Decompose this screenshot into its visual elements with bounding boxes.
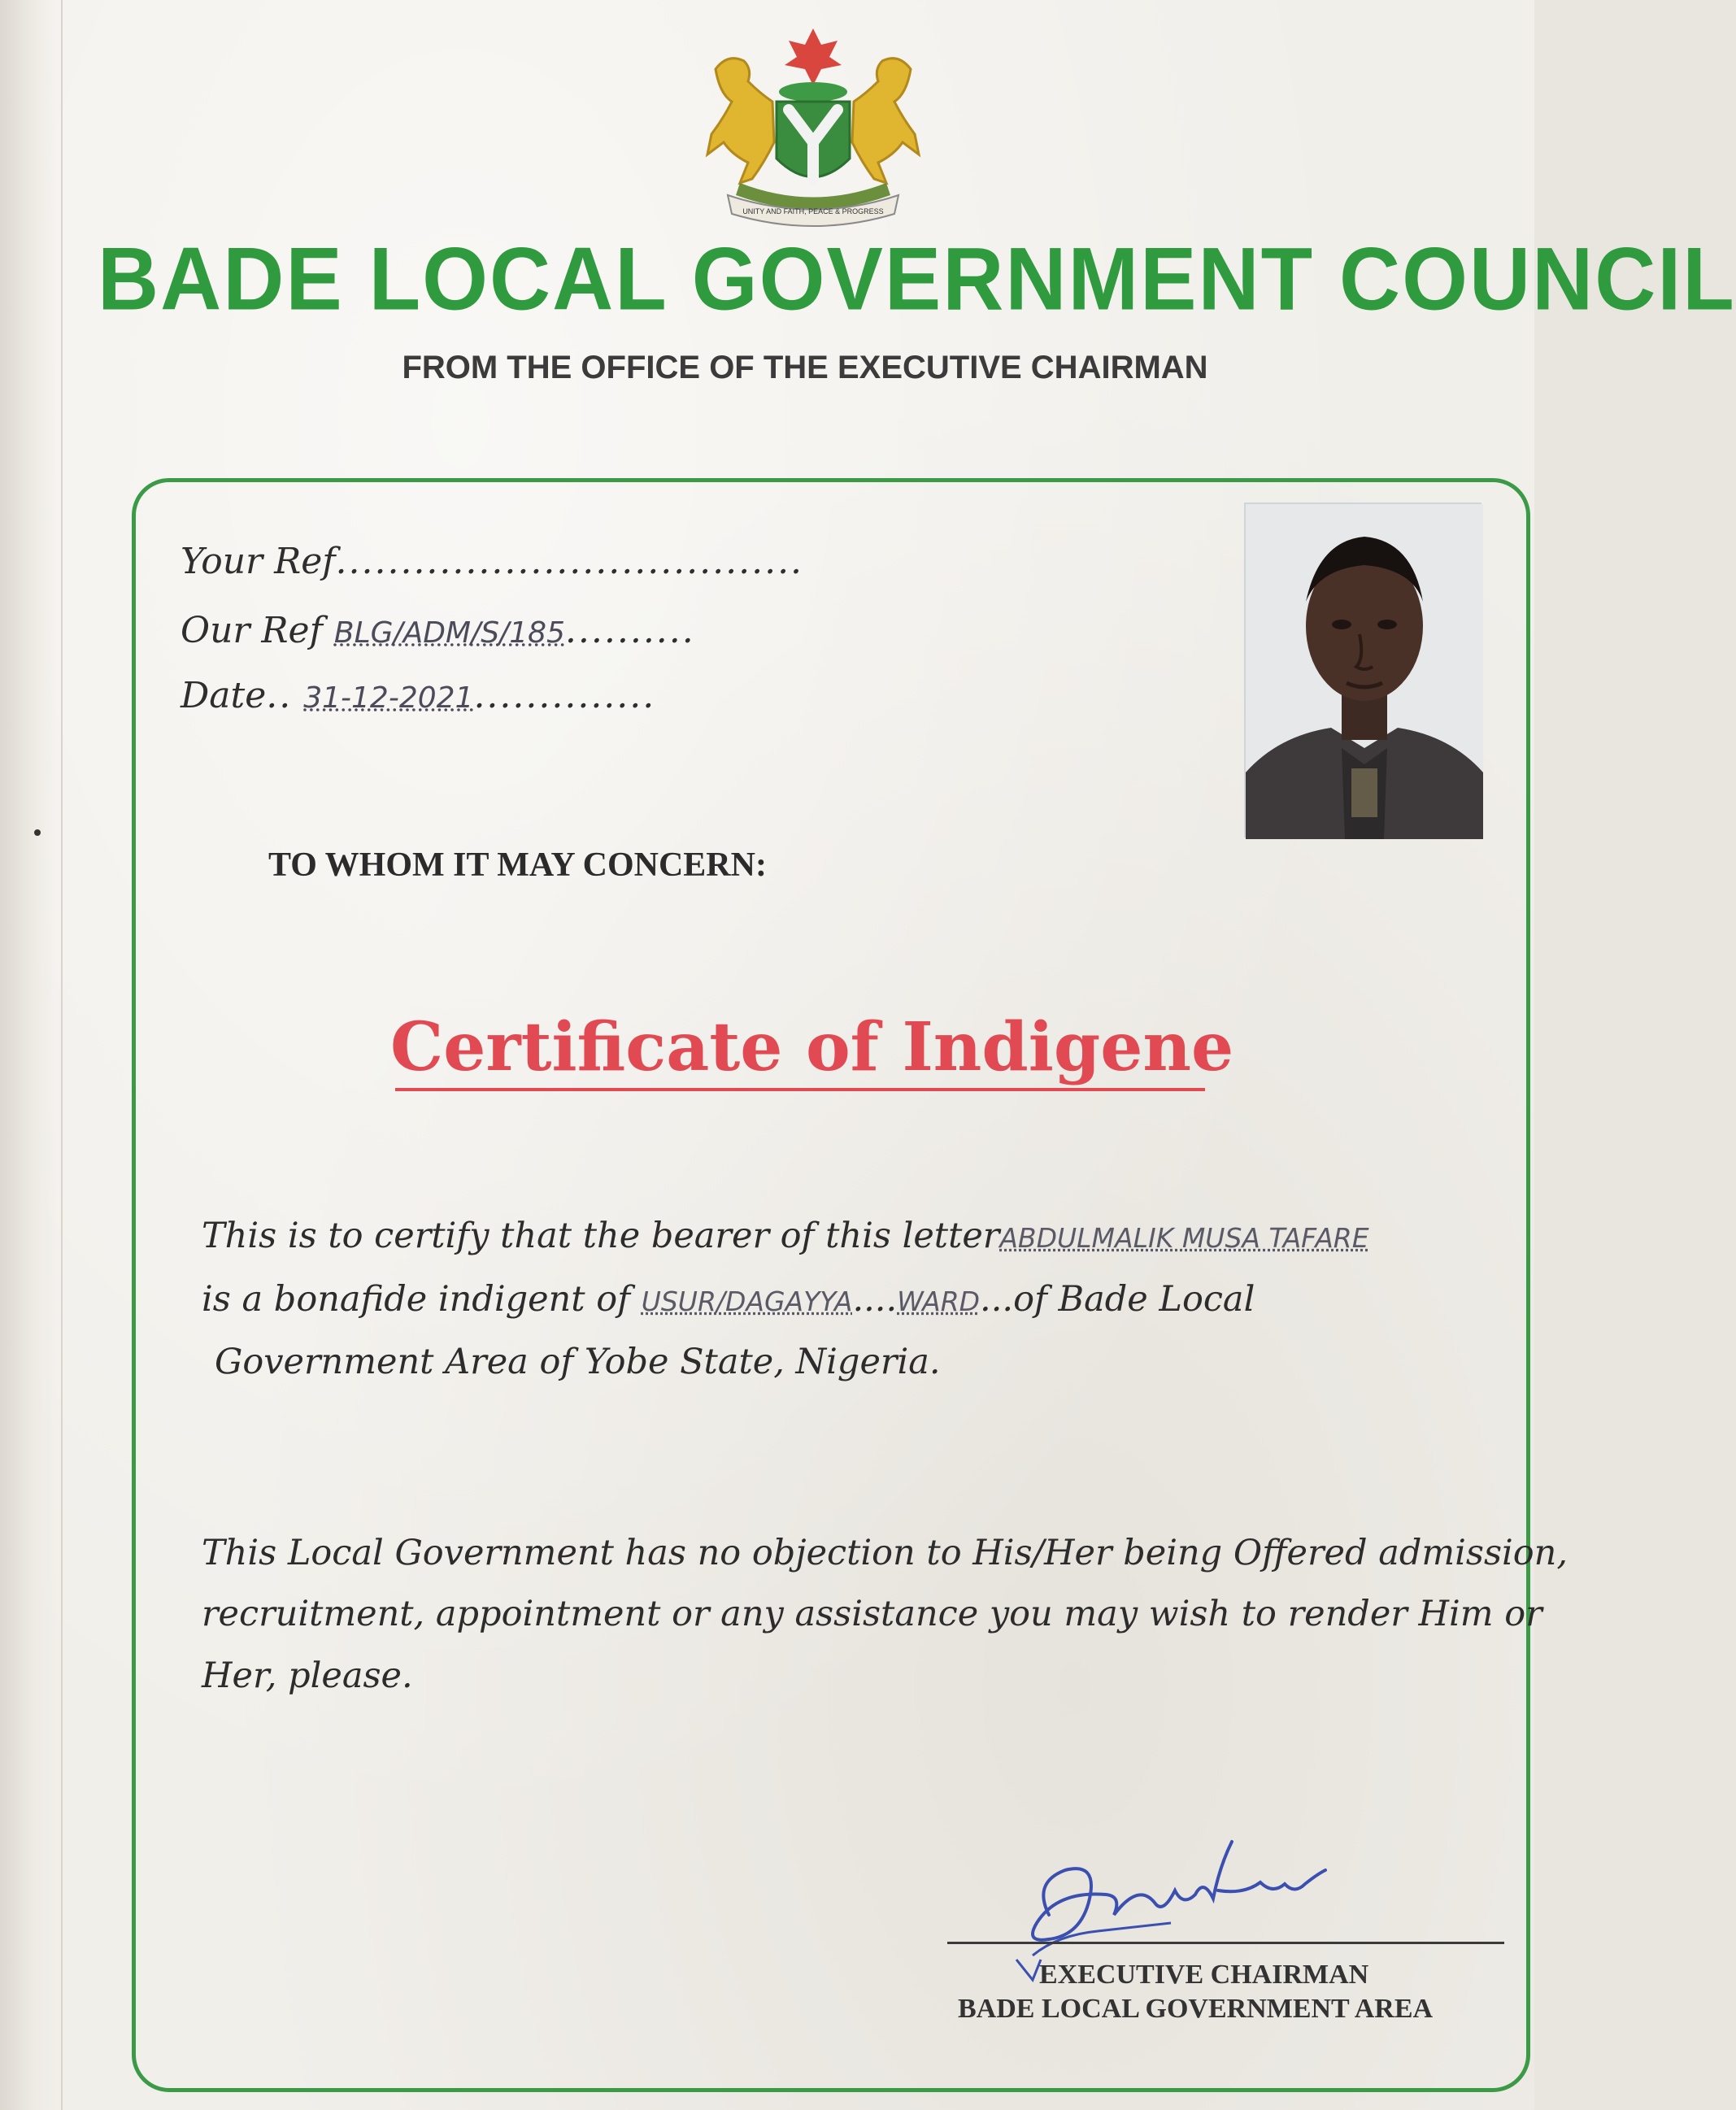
your-ref-label: Your Ref [181,541,336,582]
council-name-heading: BADE LOCAL GOVERNMENT COUNCIL [98,230,1736,329]
paragraph1-line3: Government Area of Yobe State, Nigeria. [215,1342,941,1382]
your-ref-line: Your Ref.................................... [181,541,804,582]
signatory-title: EXECUTIVE CHAIRMAN [1039,1960,1369,1990]
paragraph1-line2: is a bonafide indigent of USUR/DAGAYYA....WARD...of Bade Local [202,1279,1255,1320]
chairman-signature [1000,1793,1350,1988]
date-value: 31-12-2021 [303,681,474,715]
paragraph1-line2-prefix: is a bonafide indigent of [202,1279,631,1320]
office-subheading: FROM THE OFFICE OF THE EXECUTIVE CHAIRMAN [402,350,1208,385]
ward-value: WARD [897,1286,981,1317]
page-edge-line [61,0,63,2110]
page-edge-shadow [0,0,57,2110]
paragraph1-line1 [202,1216,1369,1256]
paragraph2-line2: recruitment, appointment or any assistance you may wish to render Him or [202,1594,1542,1634]
paragraph2-line3: Her, please. [202,1655,413,1696]
bearer-name: ABDULMALIK MUSA TAFARE [999,1222,1369,1254]
paragraph1-line2-suffix: of Bade Local [1013,1279,1255,1320]
date-line: Date.. 31-12-2021.............. [181,675,656,716]
certificate-title-underline [395,1088,1205,1091]
date-label: Date [181,675,267,716]
certificate-title: Certificate of Indigene [390,1008,1234,1086]
signatory-area: BADE LOCAL GOVERNMENT AREA [958,1994,1434,2024]
paper-mark [34,829,41,836]
our-ref-label: Our Ref [181,610,323,651]
our-ref-line: Our Ref BLG/ADM/S/185.......... [181,610,695,651]
paragraph2-line1: This Local Government has no objection to His/Her being Offered admission, [202,1533,1568,1573]
motto-text: UNITY AND FAITH, PEACE & PROGRESS [742,207,884,215]
salutation: TO WHOM IT MAY CONCERN: [268,846,767,884]
paragraph1-line1-prefix: This is to certify that the bearer of this letter [202,1216,1000,1256]
person-photo-image [1246,504,1483,839]
coat-of-arms-emblem [683,20,943,228]
signature-line [947,1942,1504,1944]
place-value: USUR/DAGAYYA [641,1286,853,1317]
our-ref-value: BLG/ADM/S/185 [333,616,565,650]
passport-photo [1244,502,1481,837]
